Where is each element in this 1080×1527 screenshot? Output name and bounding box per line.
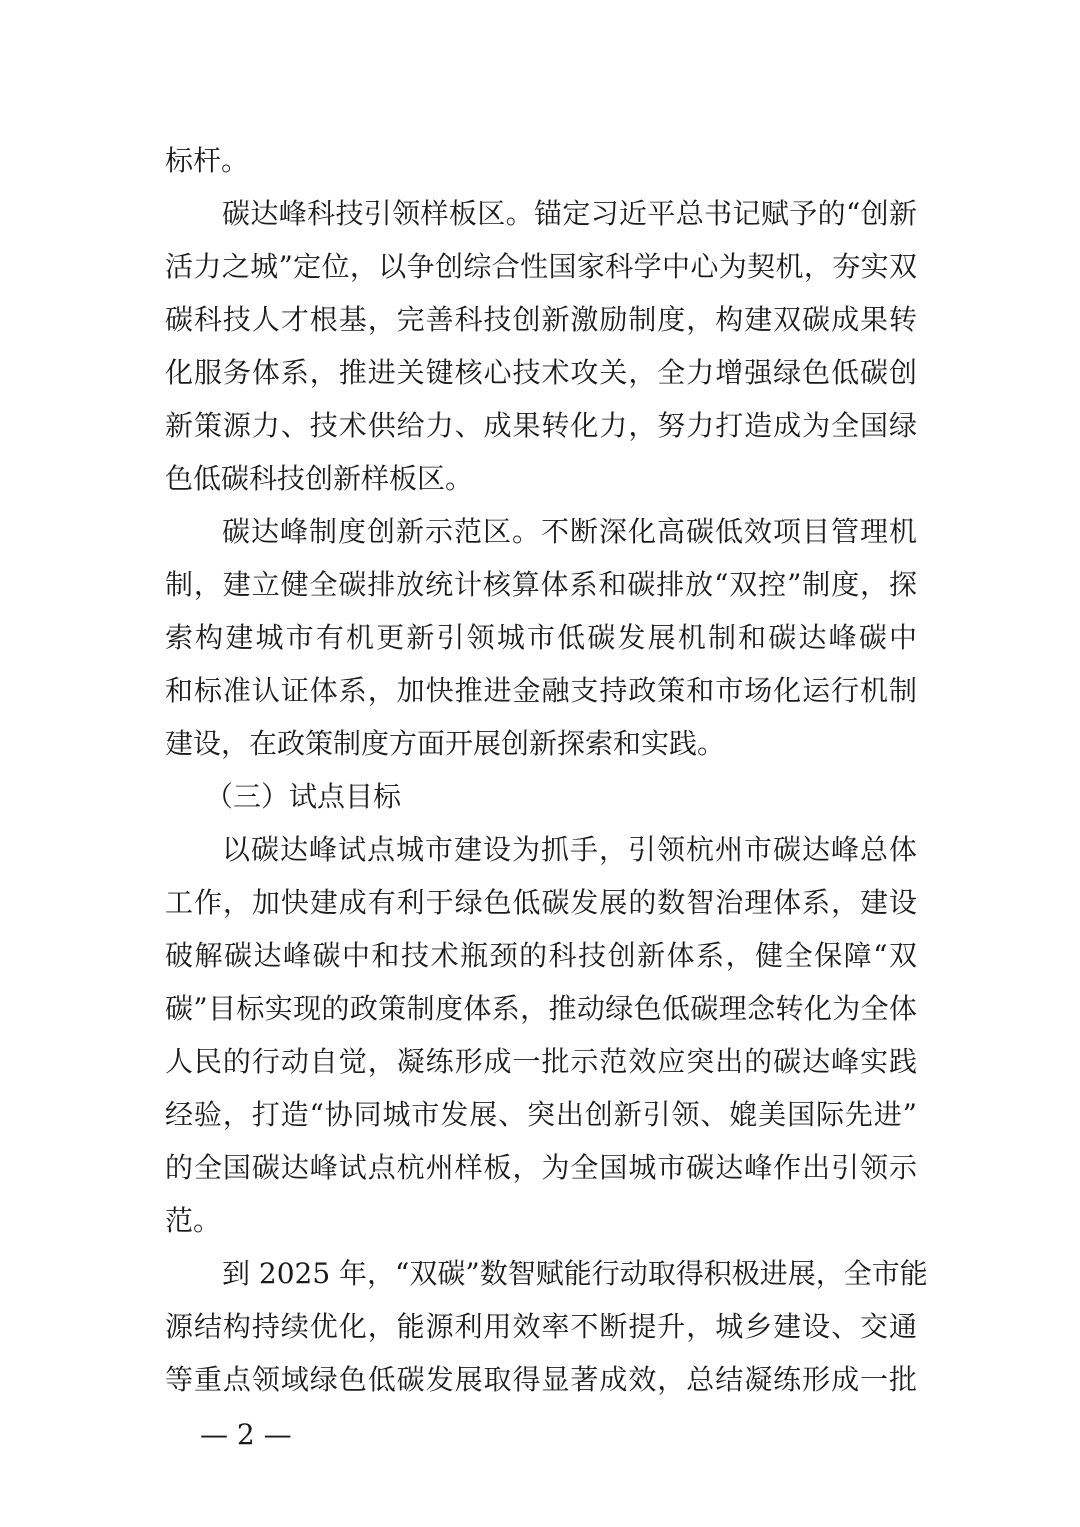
text-line: 建设，在政策制度方面开展创新探索和实践。 xyxy=(165,727,726,760)
paragraph xyxy=(165,134,917,187)
text-line: 制，建立健全碳排放统计核算体系和碳排放“双控”制度，探 xyxy=(165,568,917,601)
text-line: 工作，加快建成有利于绿色低碳发展的数智治理体系，建设 xyxy=(165,886,917,919)
text-line: 索构建城市有机更新引领城市低碳发展机制和碳达峰碳中 xyxy=(165,621,917,654)
paragraph xyxy=(165,187,917,505)
text-line: 色低碳科技创新样板区。 xyxy=(165,462,474,495)
text-line: 碳达峰科技引领样板区。锚定习近平总书记赋予的“创新 xyxy=(222,197,917,230)
text-line: 标杆。 xyxy=(165,144,250,177)
text-line: 和标准认证体系，加快推进金融支持政策和市场化运行机制 xyxy=(165,674,917,707)
paragraph xyxy=(165,823,917,1247)
document-body xyxy=(165,134,928,1406)
paragraph xyxy=(165,505,917,770)
section-heading: （三）试点目标 xyxy=(205,780,402,813)
text-line: 的全国碳达峰试点杭州样板，为全国城市碳达峰作出引领示 xyxy=(165,1151,917,1184)
text-line: 碳科技人才根基，完善科技创新激励制度，构建双碳成果转 xyxy=(165,303,917,336)
text-line: 破解碳达峰碳中和技术瓶颈的科技创新体系，健全保障“双 xyxy=(165,939,917,972)
text-line: 经验，打造“协同城市发展、突出创新引领、媲美国际先进” xyxy=(165,1098,917,1131)
text-line: 新策源力、技术供给力、成果转化力，努力打造成为全国绿 xyxy=(165,409,917,442)
text-line: 范。 xyxy=(165,1204,222,1237)
text-line: 碳”目标实现的政策制度体系，推动绿色低碳理念转化为全体 xyxy=(165,992,917,1025)
page-number: — 2 — xyxy=(200,1418,292,1451)
paragraph xyxy=(165,1247,928,1406)
text-line: 到 2025 年，“双碳”数智赋能行动取得积极进展，全市能 xyxy=(222,1257,928,1290)
text-line: 碳达峰制度创新示范区。不断深化高碳低效项目管理机 xyxy=(222,515,917,548)
text-line: 以碳达峰试点城市建设为抓手，引领杭州市碳达峰总体 xyxy=(222,833,917,866)
text-line: 源结构持续优化，能源利用效率不断提升，城乡建设、交通 xyxy=(165,1310,917,1343)
text-line: 人民的行动自觉，凝练形成一批示范效应突出的碳达峰实践 xyxy=(165,1045,917,1078)
text-line: 化服务体系，推进关键核心技术攻关，全力增强绿色低碳创 xyxy=(165,356,917,389)
text-line: 等重点领域绿色低碳发展取得显著成效，总结凝练形成一批 xyxy=(165,1363,917,1396)
text-line: 活力之城”定位，以争创综合性国家科学中心为契机，夯实双 xyxy=(165,250,917,283)
